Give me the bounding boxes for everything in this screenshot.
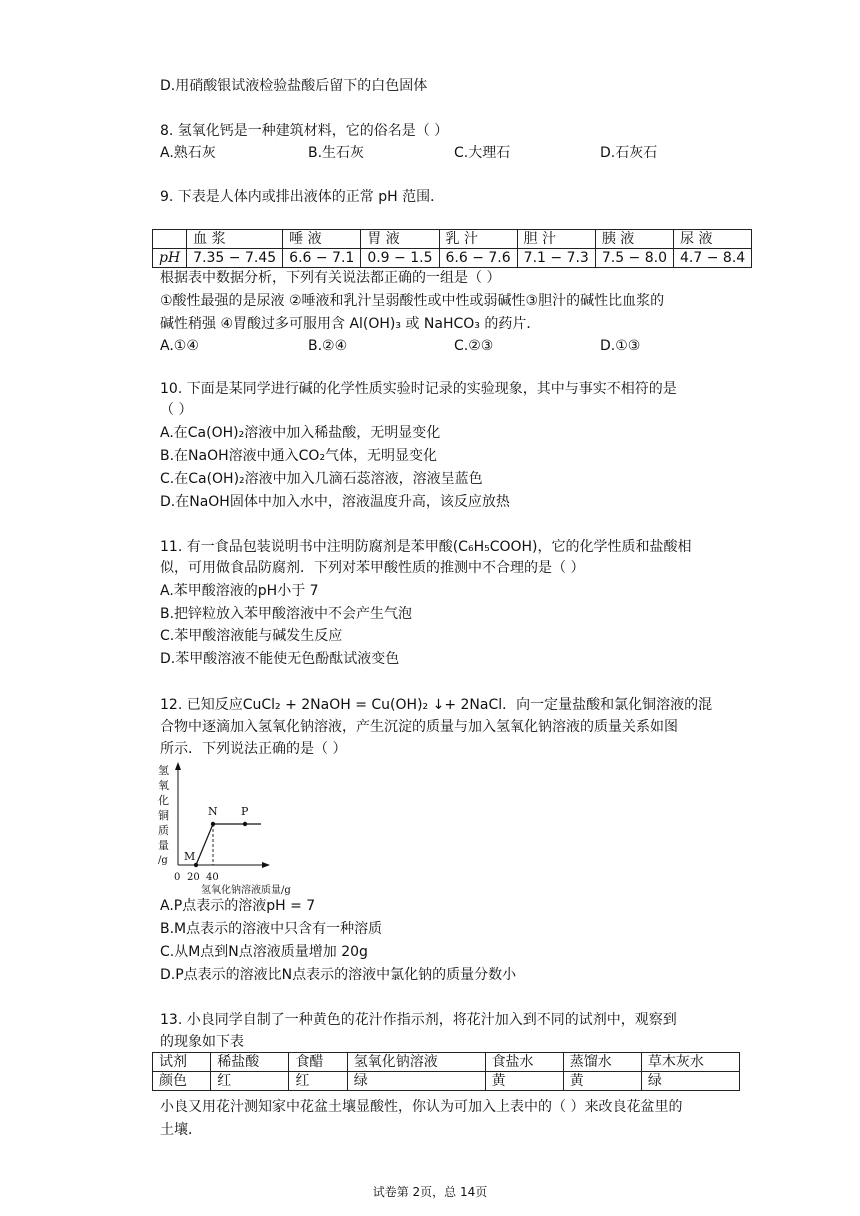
q11-option-b: B.把锌粒放入苯甲酸溶液中不会产生气泡 [160, 606, 413, 622]
table-cell: 稀盐酸 [211, 1053, 289, 1072]
q10-option-b: B.在NaOH溶液中通入CO₂气体，无明显变化 [160, 448, 438, 464]
q11-option-d: D.苯甲酸溶液不能使无色酚酞试液变色 [160, 651, 400, 667]
q13-stem-line1: 13. 小良同学自制了一种黄色的花汁作指示剂，将花汁加入到不同的试剂中，观察到 [160, 1012, 677, 1028]
q12-stem-line3: 所示．下列说法正确的是（ ） [160, 741, 347, 757]
table-cell: 胆 汁 [517, 230, 595, 249]
q11-option-c: C.苯甲酸溶液能与碱发生反应 [160, 628, 343, 644]
graph-point-p [243, 822, 247, 826]
table-cell: 颜色 [153, 1072, 211, 1091]
graph-x-label: 氢氧化钠溶液质量/g [201, 885, 291, 896]
q9-stem: 9. 下表是人体内或排出液体的正常 pH 范围． [160, 189, 445, 205]
table-cell: 0.9 − 1.5 [361, 249, 439, 268]
table-cell: 7.5 − 8.0 [595, 249, 673, 268]
q9-option-c: C.②③ [454, 338, 494, 354]
table-cell: 蒸馏水 [563, 1053, 641, 1072]
table-cell: 草木灰水 [641, 1053, 739, 1072]
table-cell: 绿 [641, 1072, 739, 1091]
table-cell: 血 浆 [187, 230, 283, 249]
table-cell: 乳 汁 [439, 230, 517, 249]
table-cell: 胰 液 [595, 230, 673, 249]
q12-option-a: A.P点表示的溶液pH = 7 [160, 898, 316, 914]
q13-stem-line2: 的现象如下表 [160, 1034, 244, 1050]
table-cell: 尿 液 [674, 230, 752, 249]
q12-option-c: C.从M点到N点溶液质量增加 20g [160, 944, 368, 960]
table-cell: 7.35 − 7.45 [187, 249, 283, 268]
graph-ylabel-char: 质 [158, 824, 169, 837]
graph-label-n: N [208, 805, 218, 818]
table-cell: 绿 [347, 1072, 485, 1091]
q9-line2: ①酸性最强的是尿液 ②唾液和乳汁呈弱酸性或中性或弱碱性③胆汁的碱性比血浆的 [160, 293, 665, 309]
table-cell: 胃 液 [361, 230, 439, 249]
graph-curve [196, 824, 261, 865]
q9-option-b: B.②④ [308, 338, 348, 354]
table-cell: 4.7 − 8.4 [674, 249, 752, 268]
q12-option-d: D.P点表示的溶液比N点表示的溶液中氯化钠的质量分数小 [160, 967, 517, 983]
q10-stem-line1: 10. 下面是某同学进行碱的化学性质实验时记录的实验现象，其中与事实不相符的是 [160, 381, 677, 397]
q9-ph-table [152, 229, 752, 268]
q11-stem-line1: 11. 有一食品包装说明书中注明防腐剂是苯甲酸(C₆H₅COOH)，它的化学性质和盐酸相 [160, 539, 692, 555]
graph-tick-label: 20 [187, 872, 200, 883]
table-cell: 唾 液 [283, 230, 361, 249]
graph-ylabel-char: 铜 [158, 809, 169, 822]
q11-option-a: A.苯甲酸溶液的pH小于 7 [160, 583, 319, 599]
table-cell: 黄 [563, 1072, 641, 1091]
q9-line3: 碱性稍强 ④胃酸过多可服用含 Al(OH)₃ 或 NaHCO₃ 的药片． [160, 316, 541, 332]
graph-ylabel-char: 化 [158, 794, 169, 807]
q9-options [160, 336, 740, 356]
table-cell: 食盐水 [485, 1053, 563, 1072]
q12-graph [155, 760, 315, 896]
table-cell: 7.1 − 7.3 [517, 249, 595, 268]
table-row [153, 1072, 740, 1091]
q12-option-b: B.M点表示的溶液中只含有一种溶质 [160, 921, 383, 937]
table-cell: 氢氧化钠溶液 [347, 1053, 485, 1072]
table-cell: 红 [211, 1072, 289, 1091]
q8-option-c: C.大理石 [454, 145, 511, 161]
graph-y-arrow [175, 762, 181, 770]
q13-after-line1: 小良又用花汁测知家中花盆土壤显酸性，你认为可加入上表中的（ ）来改良花盆里的 [160, 1099, 683, 1115]
q8-options [160, 143, 740, 163]
table-cell: 红 [289, 1072, 347, 1091]
graph-ylabel-char: 量 [158, 839, 169, 852]
q11-stem-line2: 似，可用做食品防腐剂．下列对苯甲酸性质的推测中不合理的是（ ） [160, 560, 585, 576]
q9-option-a: A.①④ [160, 338, 199, 354]
graph-label-m: M [184, 850, 196, 863]
table-row [153, 1053, 740, 1072]
graph-tick-label: 40 [206, 872, 219, 883]
table-row [153, 249, 752, 268]
graph-label-p: P [241, 805, 249, 818]
q13-after-line2: 土壤． [160, 1122, 202, 1138]
q10-option-c: C.在Ca(OH)₂溶液中加入几滴石蕊溶液，溶液呈蓝色 [160, 471, 483, 487]
q9-option-d: D.①③ [600, 338, 641, 354]
graph-ylabel-char: 氧 [158, 779, 169, 792]
q10-option-d: D.在NaOH固体中加入水中，溶液温度升高，该反应放热 [160, 494, 510, 510]
table-cell: 6.6 − 7.6 [439, 249, 517, 268]
graph-x-arrow [262, 862, 270, 868]
table-cell: 6.6 − 7.1 [283, 249, 361, 268]
graph-ylabel-char: 氢 [158, 764, 169, 777]
table-cell [153, 230, 187, 249]
table-cell: 试剂 [153, 1053, 211, 1072]
q8-option-b: B.生石灰 [308, 145, 365, 161]
q8-option-a: A.熟石灰 [160, 145, 216, 161]
q8-option-d: D.石灰石 [600, 145, 658, 161]
q10-stem-line2: （ ） [160, 402, 193, 418]
q12-stem-line2: 合物中逐滴加入氢氧化钠溶液，产生沉淀的质量与加入氢氧化钠溶液的质量关系如图 [160, 719, 678, 735]
graph-ylabel-char: /g [158, 855, 168, 866]
q8-stem: 8. 氢氧化钙是一种建筑材料，它的俗名是（ ） [160, 123, 449, 139]
graph-point-n [211, 822, 215, 826]
q12-stem-line1: 12. 已知反应CuCl₂ + 2NaOH = Cu(OH)₂ ↓+ 2NaCl．向一定量盐酸和氯化铜溶液的混 [160, 697, 713, 713]
graph-tick-label: 0 [174, 872, 181, 883]
table-cell: pH [153, 249, 187, 268]
q13-indicator-table [152, 1052, 740, 1091]
page-footer: 试卷第 2页，总 14页 [372, 1185, 488, 1199]
table-cell: 食醋 [289, 1053, 347, 1072]
q9-line1: 根据表中数据分析，下列有关说法都正确的一组是（ ） [160, 270, 501, 286]
q10-option-a: A.在Ca(OH)₂溶液中加入稀盐酸，无明显变化 [160, 425, 441, 441]
table-cell: 黄 [485, 1072, 563, 1091]
graph-point-m [194, 863, 198, 867]
table-row [153, 230, 752, 249]
q7-option-d: D.用硝酸银试液检验盐酸后留下的白色固体 [160, 78, 428, 94]
